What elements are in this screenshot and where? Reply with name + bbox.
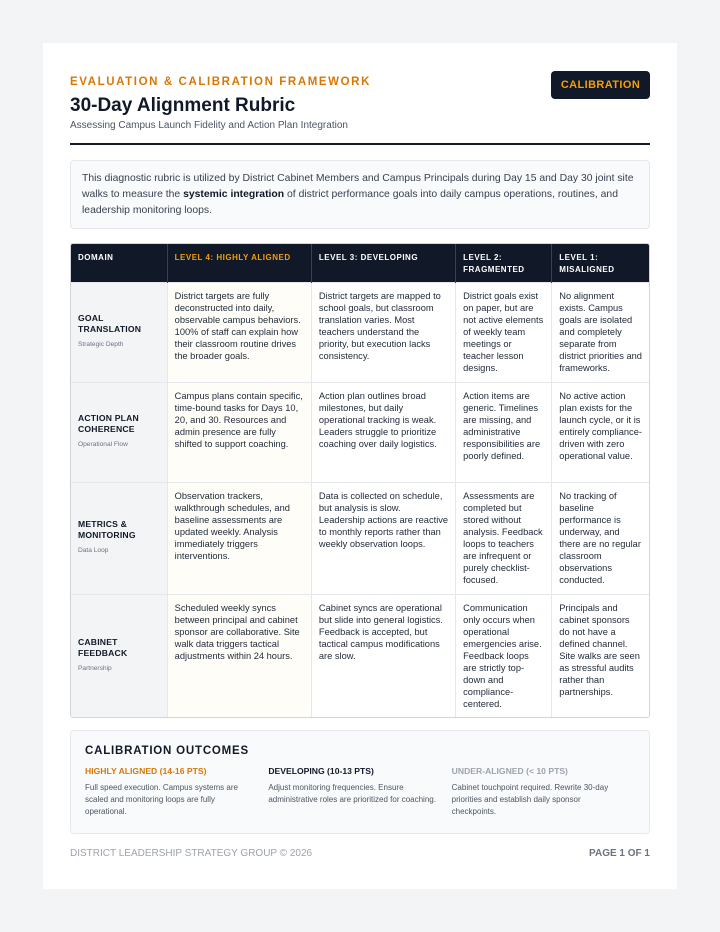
header-level-4: LEVEL 4: HIGHLY ALIGNED (167, 244, 311, 282)
level-3-cell: Cabinet syncs are operational but slide into general logistics. Feedback is accepted, but tactical campus modifications are slow. (311, 594, 455, 717)
outcome-under-aligned (452, 766, 635, 818)
page-header (70, 43, 650, 145)
level-2-cell: Action items are generic. Timelines are missing, and administrative responsibilities are poorly defined. (456, 382, 552, 482)
outcomes-title: CALIBRATION OUTCOMES (85, 745, 250, 757)
domain-name: ACTION PLAN COHERENCE (78, 412, 139, 435)
document-page (43, 43, 677, 889)
calibration-outcomes-panel (70, 730, 650, 834)
level-2-cell: Assessments are completed but stored without analysis. Feedback loops to teachers are infrequent or purely checklist-focused. (456, 482, 552, 594)
level-1-cell: Principals and cabinet sponsors do not have a defined channel. Site walks are seen as stressful audits rather than partnerships. (552, 594, 649, 717)
page-title: 30-Day Alignment Rubric (70, 95, 296, 116)
header-level-2: LEVEL 2: FRAGMENTED (456, 244, 552, 282)
level-3-cell: Action plan outlines broad milestones, but daily operational tracking is weak. Leaders struggle to prioritize coaching over daily logistics. (311, 382, 455, 482)
domain-subtitle: Data Loop (78, 546, 109, 554)
level-1-cell: No alignment exists. Campus goals are isolated and completely separate from district priorities and frameworks. (552, 282, 649, 382)
intro-text-bold: systemic integration (183, 189, 285, 200)
table-row (71, 482, 649, 594)
level-1-cell: No tracking of baseline performance is underway, and there are no regular classroom observations conducted. (552, 482, 649, 594)
level-3-cell: District targets are mapped to school goals, but classroom translation varies. Most teachers understand the priority, but execution lacks consistency. (311, 282, 455, 382)
outcome-description: Adjust monitoring frequencies. Ensure administrative roles are prioritized for coaching. (268, 783, 436, 804)
level-2-cell: District goals exist on paper, but are not active elements of weekly team meetings or teacher lesson designs. (456, 282, 552, 382)
header-level-3: LEVEL 3: DEVELOPING (311, 244, 455, 282)
page-footer (70, 848, 650, 859)
intro-paragraph (70, 160, 650, 229)
level-4-cell: Campus plans contain specific, time-bound tasks for Days 10, 20, and 30. Resources and admin presence are fully shifted to support coaching. (167, 382, 311, 482)
table-row (71, 282, 649, 382)
eyebrow-label: EVALUATION & CALIBRATION FRAMEWORK (70, 76, 371, 88)
level-4-cell: District targets are fully deconstructed into daily, observable campus behaviors. 100% of staff can explain how their classroom routine drives the broader goals. (167, 282, 311, 382)
level-4-cell: Observation trackers, walkthrough schedules, and baseline assessments are updated weekly. Analysis immediately triggers interventions. (167, 482, 311, 594)
domain-name: GOAL TRANSLATION (78, 312, 142, 335)
domain-subtitle: Partnership (78, 664, 112, 672)
level-4-cell: Scheduled weekly syncs between principal and cabinet sponsor are collaborative. Site walk data triggers tactical adjustments within 24 hours. (167, 594, 311, 717)
domain-name: CABINET FEEDBACK (78, 636, 128, 659)
outcome-description: Cabinet touchpoint required. Rewrite 30-day priorities and establish daily sponsor checkpoints. (451, 783, 609, 816)
rubric-table (70, 243, 650, 718)
header-level-1: LEVEL 1: MISALIGNED (552, 244, 649, 282)
calibration-badge: CALIBRATION (551, 71, 650, 99)
outcome-label: HIGHLY ALIGNED (14-16 PTS) (85, 766, 207, 776)
domain-cell (71, 482, 167, 594)
intro-text-after: of district performance goals into daily campus operations, routines, and leadership monitoring loops. (82, 189, 618, 216)
outcome-label: DEVELOPING (10-13 PTS) (268, 766, 374, 776)
domain-subtitle: Strategic Depth (78, 340, 124, 348)
outcome-highly-aligned (85, 766, 268, 818)
domain-cell (71, 594, 167, 717)
outcome-description: Full speed execution. Campus systems are scaled and monitoring loops are fully operational. (85, 783, 238, 816)
outcome-label: UNDER-ALIGNED (< 10 PTS) (451, 766, 568, 776)
domain-subtitle: Operational Flow (78, 440, 128, 448)
level-1-cell: No active action plan exists for the launch cycle, or it is entirely compliance-driven with zero operational value. (552, 382, 649, 482)
domain-name: METRICS & MONITORING (78, 518, 136, 541)
footer-copyright: DISTRICT LEADERSHIP STRATEGY GROUP © 2026 (70, 848, 313, 859)
domain-cell (71, 382, 167, 482)
table-row (71, 382, 649, 482)
page-number: PAGE 1 OF 1 (589, 848, 650, 859)
level-2-cell: Communication only occurs when operational emergencies arise. Feedback loops are strictly top-down and compliance-centered. (456, 594, 552, 717)
table-header-row (71, 244, 649, 282)
table-row (71, 594, 649, 717)
outcome-developing (268, 766, 451, 818)
page-subtitle: Assessing Campus Launch Fidelity and Action Plan Integration (70, 120, 348, 131)
domain-cell (71, 282, 167, 382)
level-3-cell: Data is collected on schedule, but analysis is slow. Leadership actions are reactive to monthly reports rather than weekly observation loops. (311, 482, 455, 594)
intro-text-before: This diagnostic rubric is utilized by District Cabinet Members and Campus Principals during Day 15 and Day 30 joint site walks to measure the (82, 173, 634, 200)
header-domain: DOMAIN (71, 244, 167, 282)
